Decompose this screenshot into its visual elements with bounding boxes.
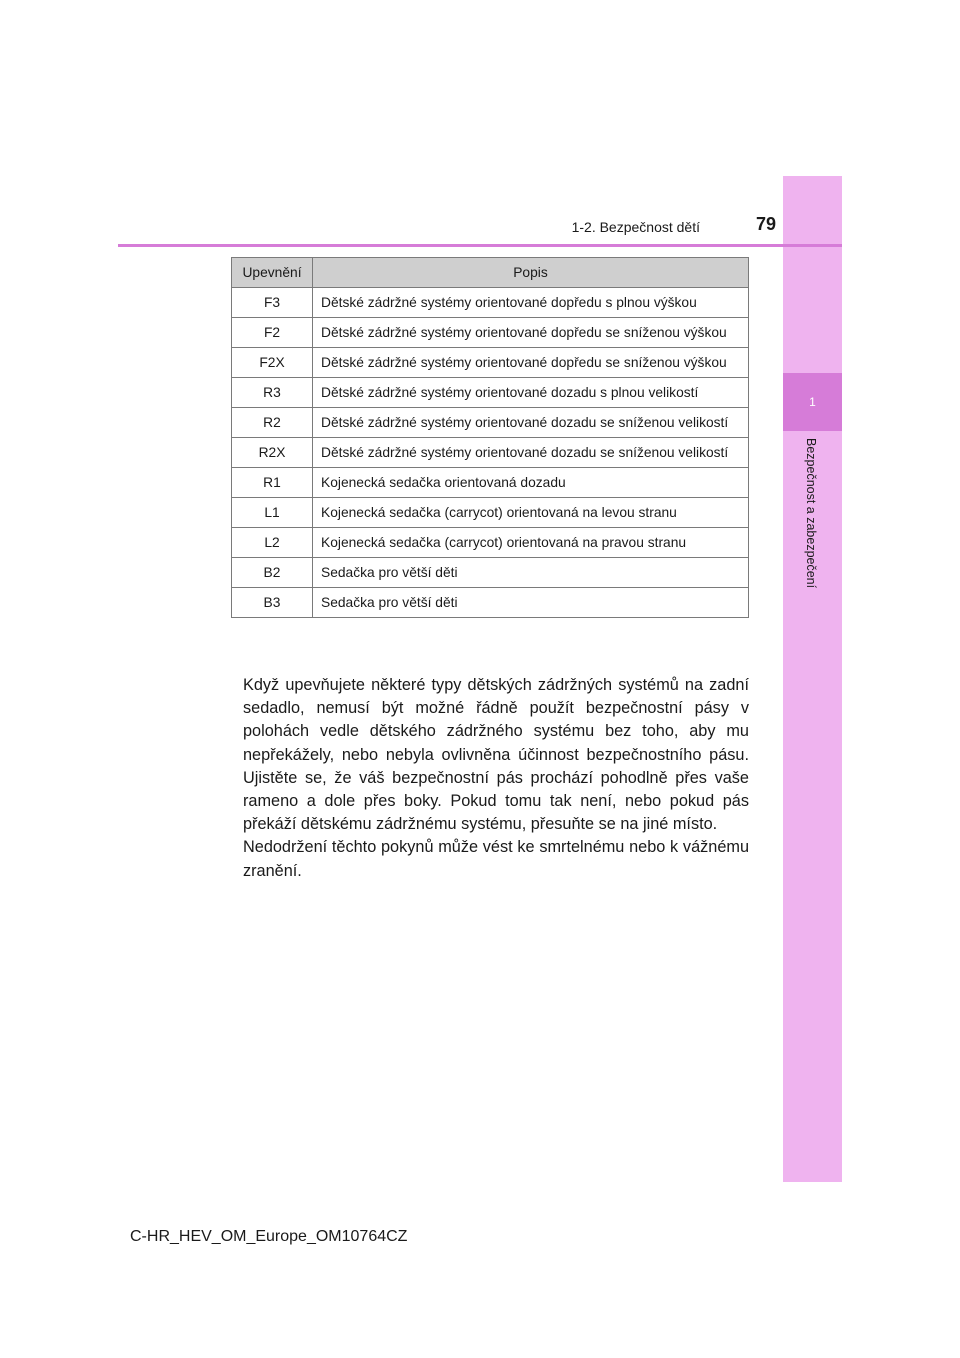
table-header-row (232, 258, 749, 288)
table-row (232, 468, 749, 498)
document-code: C-HR_HEV_OM_Europe_OM10764CZ (130, 1228, 408, 1245)
table-row (232, 318, 749, 348)
fixture-description: Dětské zádržné systémy orientované dozadu se sníženou velikostí (313, 408, 749, 438)
table-row (232, 558, 749, 588)
fixture-code: L2 (232, 528, 313, 558)
fixture-description: Dětské zádržné systémy orientované dopředu se sníženou výškou (313, 318, 749, 348)
fixture-code: R2 (232, 408, 313, 438)
table-row (232, 378, 749, 408)
chapter-title: Bezpečnost a zabezpečení (804, 438, 818, 589)
fixture-description: Kojenecká sedačka orientovaná dozadu (313, 468, 749, 498)
header-rule (118, 244, 842, 247)
warning-note (243, 674, 749, 883)
note-paragraph: Když upevňujete některé typy dětských zádržných systémů na zadní sedadlo, nemusí být možné řádně použít bezpečnostní pásy v polohách vedle dětského zádržného systému bez toho, aby mu nepřekážely, nebo nebyla ovlivněna účinnost bezpečnostního pásu. Ujistěte se, že váš bezpečnostní pás prochází pohodlně přes vaše rameno a dole přes boky. Pokud tomu tak není, nebo pokud pás překáží dětskému zádržnému systému, přesuňte se na jiné místo. (243, 676, 749, 834)
fixture-description: Sedačka pro větší děti (313, 588, 749, 618)
table-row (232, 498, 749, 528)
fixture-code: F3 (232, 288, 313, 318)
fixture-table (231, 257, 749, 618)
section-title: 1-2. Bezpečnost dětí (571, 219, 700, 235)
chapter-number: 1 (809, 395, 816, 409)
table-row (232, 288, 749, 318)
table-row (232, 408, 749, 438)
fixture-code: R3 (232, 378, 313, 408)
table-row (232, 348, 749, 378)
fixture-code: R2X (232, 438, 313, 468)
column-header-description: Popis (313, 258, 749, 288)
fixture-description: Dětské zádržné systémy orientované dozadu s plnou velikostí (313, 378, 749, 408)
fixture-description: Sedačka pro větší děti (313, 558, 749, 588)
fixture-description: Dětské zádržné systémy orientované dopředu se sníženou výškou (313, 348, 749, 378)
fixture-code: B3 (232, 588, 313, 618)
fixture-description: Dětské zádržné systémy orientované dozadu se sníženou velikostí (313, 438, 749, 468)
fixture-code: B2 (232, 558, 313, 588)
fixture-code: R1 (232, 468, 313, 498)
column-header-fixture: Upevnění (232, 258, 313, 288)
fixture-code: L1 (232, 498, 313, 528)
table-row (232, 528, 749, 558)
fixture-description: Kojenecká sedačka (carrycot) orientovaná na levou stranu (313, 498, 749, 528)
page-number: 79 (755, 214, 776, 234)
fixture-description: Dětské zádržné systémy orientované dopředu s plnou výškou (313, 288, 749, 318)
fixture-code: F2 (232, 318, 313, 348)
table-row (232, 438, 749, 468)
fixture-description: Kojenecká sedačka (carrycot) orientovaná na pravou stranu (313, 528, 749, 558)
note-paragraph: Nedodržení těchto pokynů může vést ke smrtelnému nebo k vážnému zranění. (243, 838, 749, 880)
fixture-code: F2X (232, 348, 313, 378)
table-row (232, 588, 749, 618)
side-chapter-tab (783, 176, 842, 1182)
